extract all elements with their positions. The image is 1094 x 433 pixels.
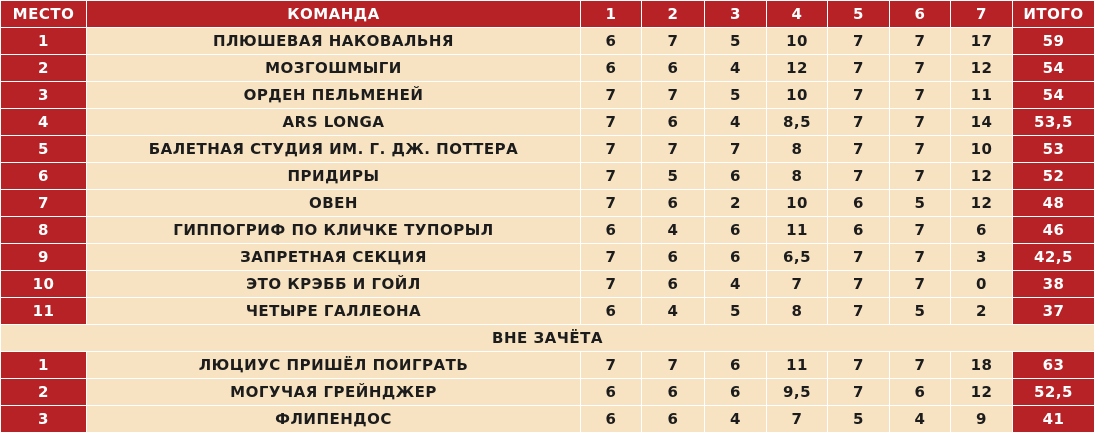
round-6-score-cell: 7 xyxy=(890,217,951,244)
place-cell: 8 xyxy=(1,217,87,244)
round-6-score-cell: 7 xyxy=(890,244,951,271)
header-round-3: 3 xyxy=(705,1,767,28)
table-row xyxy=(1,163,1094,190)
total-cell: 63 xyxy=(1013,352,1094,379)
place-cell: 7 xyxy=(1,190,87,217)
total-cell: 59 xyxy=(1013,28,1094,55)
team-name-cell: ЛЮЦИУС ПРИШЁЛ ПОИГРАТЬ xyxy=(87,352,581,379)
round-2-score-cell: 4 xyxy=(642,217,705,244)
table-header xyxy=(1,1,1094,28)
round-3-score-cell: 5 xyxy=(705,82,767,109)
place-cell: 3 xyxy=(1,82,87,109)
table-row xyxy=(1,28,1094,55)
total-cell: 37 xyxy=(1013,298,1094,325)
round-5-score-cell: 7 xyxy=(828,352,890,379)
header-team: КОМАНДА xyxy=(87,1,581,28)
round-6-score-cell: 4 xyxy=(890,406,951,433)
place-cell: 1 xyxy=(1,352,87,379)
round-4-score-cell: 11 xyxy=(767,217,828,244)
round-5-score-cell: 7 xyxy=(828,82,890,109)
round-3-score-cell: 4 xyxy=(705,55,767,82)
round-7-score-cell: 17 xyxy=(951,28,1013,55)
round-1-score-cell: 7 xyxy=(581,163,642,190)
round-2-score-cell: 6 xyxy=(642,55,705,82)
section-row xyxy=(1,325,1094,352)
round-5-score-cell: 7 xyxy=(828,55,890,82)
round-3-score-cell: 4 xyxy=(705,271,767,298)
team-name-cell: МОГУЧАЯ ГРЕЙНДЖЕР xyxy=(87,379,581,406)
team-name-cell: БАЛЕТНАЯ СТУДИЯ ИМ. Г. ДЖ. ПОТТЕРА xyxy=(87,136,581,163)
round-4-score-cell: 10 xyxy=(767,28,828,55)
team-name-cell: ЧЕТЫРЕ ГАЛЛЕОНА xyxy=(87,298,581,325)
table-row xyxy=(1,190,1094,217)
round-2-score-cell: 7 xyxy=(642,28,705,55)
round-6-score-cell: 7 xyxy=(890,352,951,379)
team-name-cell: ГИППОГРИФ ПО КЛИЧКЕ ТУПОРЫЛ xyxy=(87,217,581,244)
round-3-score-cell: 5 xyxy=(705,28,767,55)
round-6-score-cell: 7 xyxy=(890,55,951,82)
round-5-score-cell: 7 xyxy=(828,28,890,55)
round-1-score-cell: 7 xyxy=(581,109,642,136)
round-7-score-cell: 3 xyxy=(951,244,1013,271)
total-cell: 41 xyxy=(1013,406,1094,433)
round-1-score-cell: 6 xyxy=(581,217,642,244)
ranked-rows xyxy=(1,28,1094,325)
round-4-score-cell: 7 xyxy=(767,406,828,433)
round-7-score-cell: 14 xyxy=(951,109,1013,136)
unranked-rows xyxy=(1,352,1094,433)
place-cell: 5 xyxy=(1,136,87,163)
place-cell: 4 xyxy=(1,109,87,136)
round-4-score-cell: 12 xyxy=(767,55,828,82)
round-1-score-cell: 7 xyxy=(581,352,642,379)
team-name-cell: ПРИДИРЫ xyxy=(87,163,581,190)
round-5-score-cell: 7 xyxy=(828,109,890,136)
round-5-score-cell: 7 xyxy=(828,163,890,190)
header-round-1: 1 xyxy=(581,1,642,28)
round-7-score-cell: 12 xyxy=(951,379,1013,406)
round-7-score-cell: 9 xyxy=(951,406,1013,433)
round-4-score-cell: 6,5 xyxy=(767,244,828,271)
total-cell: 46 xyxy=(1013,217,1094,244)
round-7-score-cell: 12 xyxy=(951,55,1013,82)
team-name-cell: ПЛЮШЕВАЯ НАКОВАЛЬНЯ xyxy=(87,28,581,55)
round-6-score-cell: 5 xyxy=(890,190,951,217)
round-3-score-cell: 5 xyxy=(705,298,767,325)
round-7-score-cell: 10 xyxy=(951,136,1013,163)
table-row xyxy=(1,82,1094,109)
round-7-score-cell: 18 xyxy=(951,352,1013,379)
round-2-score-cell: 5 xyxy=(642,163,705,190)
total-cell: 53 xyxy=(1013,136,1094,163)
round-2-score-cell: 6 xyxy=(642,190,705,217)
table-row xyxy=(1,271,1094,298)
round-7-score-cell: 11 xyxy=(951,82,1013,109)
round-1-score-cell: 6 xyxy=(581,406,642,433)
place-cell: 9 xyxy=(1,244,87,271)
round-3-score-cell: 6 xyxy=(705,379,767,406)
round-2-score-cell: 6 xyxy=(642,271,705,298)
round-1-score-cell: 6 xyxy=(581,55,642,82)
round-3-score-cell: 6 xyxy=(705,217,767,244)
total-cell: 53,5 xyxy=(1013,109,1094,136)
total-cell: 54 xyxy=(1013,55,1094,82)
round-5-score-cell: 5 xyxy=(828,406,890,433)
round-3-score-cell: 6 xyxy=(705,163,767,190)
round-2-score-cell: 6 xyxy=(642,244,705,271)
table-row xyxy=(1,406,1094,433)
team-name-cell: ОВЕН xyxy=(87,190,581,217)
round-4-score-cell: 7 xyxy=(767,271,828,298)
header-total: ИТОГО xyxy=(1013,1,1094,28)
round-2-score-cell: 6 xyxy=(642,406,705,433)
round-4-score-cell: 11 xyxy=(767,352,828,379)
round-6-score-cell: 7 xyxy=(890,109,951,136)
round-1-score-cell: 6 xyxy=(581,379,642,406)
place-cell: 11 xyxy=(1,298,87,325)
round-5-score-cell: 7 xyxy=(828,136,890,163)
round-1-score-cell: 7 xyxy=(581,136,642,163)
team-name-cell: МОЗГОШМЫГИ xyxy=(87,55,581,82)
round-4-score-cell: 8 xyxy=(767,298,828,325)
round-5-score-cell: 7 xyxy=(828,379,890,406)
team-name-cell: ARS LONGA xyxy=(87,109,581,136)
round-1-score-cell: 7 xyxy=(581,190,642,217)
place-cell: 10 xyxy=(1,271,87,298)
round-5-score-cell: 7 xyxy=(828,271,890,298)
section-label: ВНЕ ЗАЧЁТА xyxy=(1,325,1094,352)
table-row xyxy=(1,217,1094,244)
total-cell: 52 xyxy=(1013,163,1094,190)
round-1-score-cell: 6 xyxy=(581,28,642,55)
round-6-score-cell: 7 xyxy=(890,163,951,190)
team-name-cell: ОРДЕН ПЕЛЬМЕНЕЙ xyxy=(87,82,581,109)
table-row xyxy=(1,136,1094,163)
round-7-score-cell: 2 xyxy=(951,298,1013,325)
round-2-score-cell: 6 xyxy=(642,109,705,136)
round-4-score-cell: 10 xyxy=(767,190,828,217)
round-6-score-cell: 7 xyxy=(890,82,951,109)
round-1-score-cell: 7 xyxy=(581,244,642,271)
round-3-score-cell: 4 xyxy=(705,109,767,136)
round-2-score-cell: 7 xyxy=(642,82,705,109)
header-row xyxy=(1,1,1094,28)
round-3-score-cell: 4 xyxy=(705,406,767,433)
round-2-score-cell: 6 xyxy=(642,379,705,406)
table-row xyxy=(1,109,1094,136)
round-3-score-cell: 7 xyxy=(705,136,767,163)
round-5-score-cell: 6 xyxy=(828,217,890,244)
round-3-score-cell: 2 xyxy=(705,190,767,217)
round-5-score-cell: 7 xyxy=(828,298,890,325)
round-2-score-cell: 4 xyxy=(642,298,705,325)
round-2-score-cell: 7 xyxy=(642,352,705,379)
round-6-score-cell: 7 xyxy=(890,136,951,163)
table-row xyxy=(1,379,1094,406)
round-6-score-cell: 5 xyxy=(890,298,951,325)
team-name-cell: ЭТО КРЭББ И ГОЙЛ xyxy=(87,271,581,298)
round-1-score-cell: 6 xyxy=(581,298,642,325)
table-row xyxy=(1,298,1094,325)
table-row xyxy=(1,244,1094,271)
table-row xyxy=(1,352,1094,379)
header-round-4: 4 xyxy=(767,1,828,28)
place-cell: 6 xyxy=(1,163,87,190)
round-4-score-cell: 9,5 xyxy=(767,379,828,406)
header-place: МЕСТО xyxy=(1,1,87,28)
round-5-score-cell: 7 xyxy=(828,244,890,271)
round-6-score-cell: 7 xyxy=(890,28,951,55)
round-1-score-cell: 7 xyxy=(581,271,642,298)
header-round-5: 5 xyxy=(828,1,890,28)
round-6-score-cell: 6 xyxy=(890,379,951,406)
round-1-score-cell: 7 xyxy=(581,82,642,109)
total-cell: 52,5 xyxy=(1013,379,1094,406)
place-cell: 2 xyxy=(1,379,87,406)
round-4-score-cell: 8,5 xyxy=(767,109,828,136)
round-4-score-cell: 8 xyxy=(767,136,828,163)
round-6-score-cell: 7 xyxy=(890,271,951,298)
round-4-score-cell: 8 xyxy=(767,163,828,190)
header-round-6: 6 xyxy=(890,1,951,28)
place-cell: 2 xyxy=(1,55,87,82)
round-7-score-cell: 0 xyxy=(951,271,1013,298)
round-3-score-cell: 6 xyxy=(705,244,767,271)
round-7-score-cell: 6 xyxy=(951,217,1013,244)
place-cell: 1 xyxy=(1,28,87,55)
place-cell: 3 xyxy=(1,406,87,433)
team-name-cell: ЗАПРЕТНАЯ СЕКЦИЯ xyxy=(87,244,581,271)
team-name-cell: ФЛИПЕНДОС xyxy=(87,406,581,433)
total-cell: 42,5 xyxy=(1013,244,1094,271)
round-7-score-cell: 12 xyxy=(951,163,1013,190)
section-divider xyxy=(1,325,1094,352)
total-cell: 54 xyxy=(1013,82,1094,109)
table-row xyxy=(1,55,1094,82)
round-4-score-cell: 10 xyxy=(767,82,828,109)
round-2-score-cell: 7 xyxy=(642,136,705,163)
round-5-score-cell: 6 xyxy=(828,190,890,217)
round-3-score-cell: 6 xyxy=(705,352,767,379)
total-cell: 38 xyxy=(1013,271,1094,298)
header-round-2: 2 xyxy=(642,1,705,28)
round-7-score-cell: 12 xyxy=(951,190,1013,217)
total-cell: 48 xyxy=(1013,190,1094,217)
header-round-7: 7 xyxy=(951,1,1013,28)
